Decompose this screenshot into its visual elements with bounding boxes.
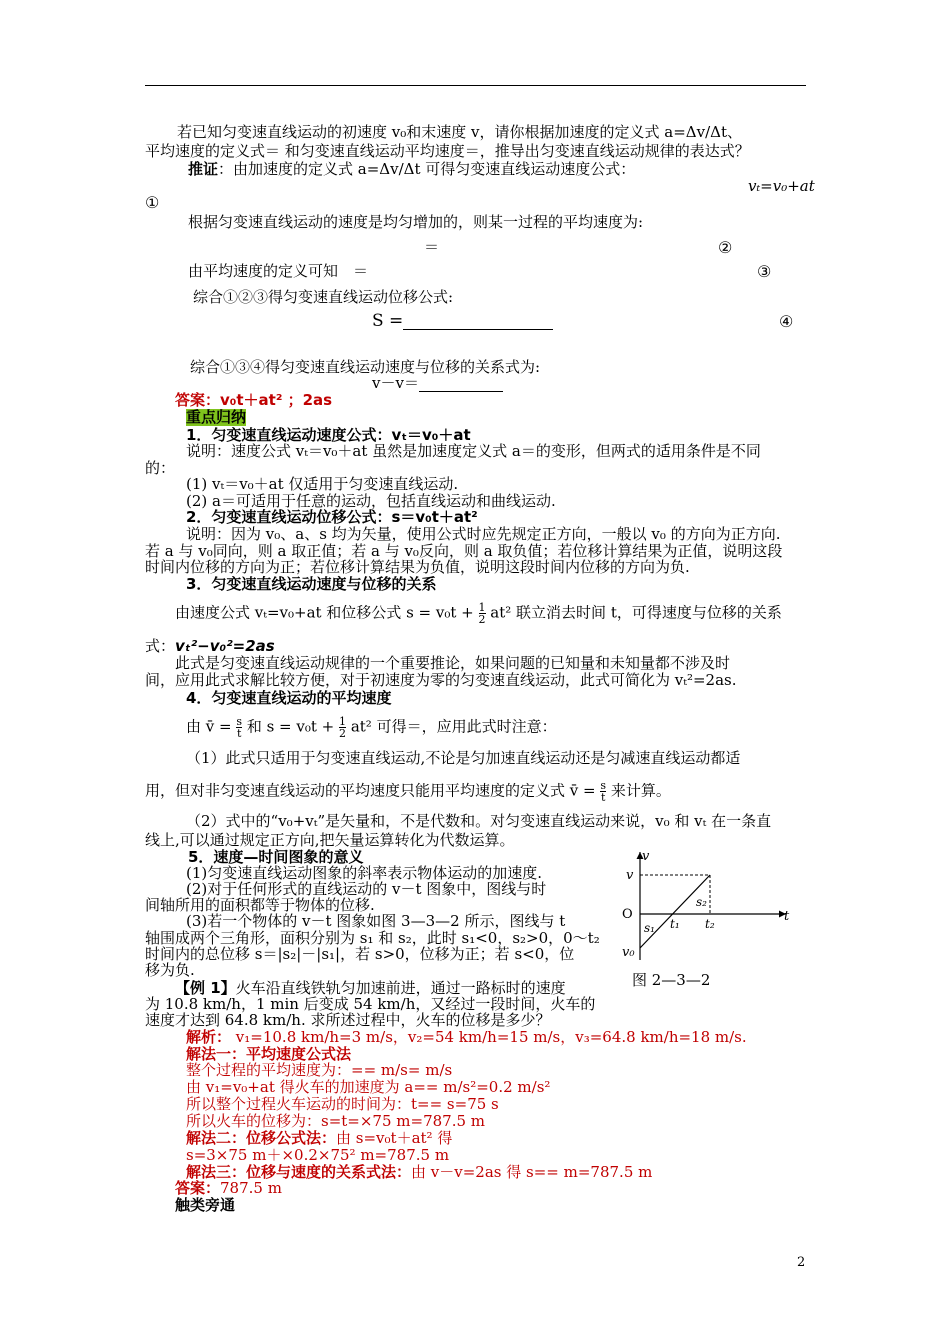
definition-text: 由平均速度的定义可知 ＝ <box>188 262 369 280</box>
t2-label: t₂ <box>705 917 715 931</box>
equal-sign: ＝ <box>424 238 440 256</box>
method-2-line <box>186 1130 452 1147</box>
point-4-text-c: at² 可得＝，应用此式时注意： <box>350 717 557 736</box>
circle-1: ① <box>145 193 160 212</box>
method-1-line-3: 所以整个过程火车运动的时间为：t== s=75 s <box>186 1095 499 1113</box>
frac-den: t <box>236 727 242 740</box>
blank-line-s <box>403 315 553 330</box>
proof-line <box>188 161 635 178</box>
axis-v-label: v <box>642 849 650 864</box>
s-over-t-fraction <box>236 716 242 739</box>
solution-line <box>186 1029 747 1046</box>
point-5-item-1: (1)匀变速直线运动图象的斜率表示物体运动的加速度. <box>186 864 543 882</box>
point-5-item-3a: (3)若一个物体的 v－t 图象如图 3—3—2 所示，图线与 t <box>186 912 566 930</box>
example-label: 【例 1】 <box>175 979 236 997</box>
method-1-line-1: 整个过程的平均速度为：== m/s= m/s <box>186 1061 453 1079</box>
v0-label: v₀ <box>622 945 635 960</box>
header-rule <box>145 85 806 86</box>
point-1-note-1: 说明：速度公式 vₜ＝v₀＋at 虽然是加速度定义式 a＝的变形，但两式的适用条件是不同 <box>186 442 761 460</box>
v-equals: v－v＝ <box>372 374 419 392</box>
point-3-desc-2: 间，应用此式求解比较方便，对于初速度为零的匀变速直线运动，此式可简化为 vₜ²=2as. <box>145 671 737 689</box>
point-2-note-1: 说明：因为 v₀、a、s 均为矢量，使用公式时应先规定正方向，一般以 v₀ 的方向为正方向. <box>186 525 781 543</box>
s1-label: s₁ <box>644 921 655 935</box>
answer-text: v₀t＋at² ；2as <box>220 391 333 409</box>
axis-t-label: t <box>784 909 790 924</box>
s-over-t-fraction-2 <box>600 780 606 803</box>
method-3-text: 由 v－v=2as 得 s== m=787.5 m <box>411 1163 653 1181</box>
half-den: 2 <box>478 613 486 626</box>
circle-3: ③ <box>757 262 772 281</box>
point-3-text-b: at² 联立消去时间 t，可得速度与位移的关系 <box>490 603 782 622</box>
point-4-text-a: 由 v̄ = <box>186 717 232 736</box>
average-velocity-text: 根据匀变速直线运动的速度是均匀增加的，则某一过程的平均速度为: <box>188 213 644 231</box>
point-4-note-1b: 用，但对非匀变速直线运动的平均速度只能用平均速度的定义式 v̄ = <box>145 781 596 800</box>
example-line-3: 速度才达到 64.8 km/h. 求所述过程中，火车的位移是多少？ <box>145 1011 551 1029</box>
method-1-title: 解法一：平均速度公式法 <box>186 1045 352 1063</box>
key-points-header: 重点归纳 <box>186 408 247 426</box>
s-equals: S = <box>372 311 404 331</box>
point-4-title: 4．匀变速直线运动的平均速度 <box>186 689 392 707</box>
intro-line-1: 若已知匀变速直线运动的初速度 v₀和末速度 v，请你根据加速度的定义式 a=Δv/Δt、 <box>177 123 743 141</box>
example-line-2: 为 10.8 km/h，1 min 后变成 54 km/h，又经过一段时间，火车的 <box>145 995 596 1013</box>
point-3-title: 3．匀变速直线运动速度与位移的关系 <box>186 575 437 593</box>
intro-line-2: 平均速度的定义式＝ 和匀变速直线运动平均速度＝，推导出匀变速直线运动规律的表达式？ <box>145 142 750 160</box>
method-1-line-2: 由 v₁=v₀+at 得火车的加速度为 a== m/s²=0.2 m/s² <box>186 1078 551 1096</box>
extension-heading: 触类旁通 <box>175 1196 236 1214</box>
half-num: 1 <box>478 601 486 614</box>
circle-2: ② <box>718 238 733 257</box>
origin-label: O <box>622 907 633 922</box>
velocity-line <box>640 875 710 948</box>
frac-den-2: t <box>600 791 606 804</box>
frac-num-2: s <box>600 779 607 792</box>
point-2-note-2: 若 a 与 v₀同向，则 a 取正值；若 a 与 v₀反向，则 a 取负值；若位移计算结果为正值，说明这段 <box>145 542 783 560</box>
solution-label: 解析： <box>186 1028 232 1046</box>
point-4-note-2b: 线上,可以通过规定正方向,把矢量运算转化为代数运算。 <box>145 831 515 849</box>
point-4-note-1a: （1）此式只适用于匀变速直线运动,不论是匀加速直线运动还是匀减速直线运动都适 <box>186 749 741 767</box>
velocity-formula: vₜ=v₀+at <box>748 177 815 195</box>
solution-text: v₁=10.8 km/h=3 m/s，v₂=54 km/h=15 m/s，v₃=64.8 km/h=18 m/s. <box>231 1028 747 1046</box>
half-num-2: 1 <box>339 715 347 728</box>
combine-text-1: 综合①②③得匀变速直线运动位移公式: <box>193 288 454 306</box>
method-2-line-1: s=3×75 m＋×0.2×75² m=787.5 m <box>186 1146 450 1164</box>
final-answer-value: 787.5 m <box>220 1179 282 1197</box>
example-text-1: 火车沿直线铁轨匀加速前进，通过一路标时的速度 <box>235 979 566 997</box>
half-den-2: 2 <box>339 727 347 740</box>
point-3-desc-1: 此式是匀变速直线运动规律的一个重要推论，如果问题的已知量和未知量都不涉及时 <box>175 654 731 672</box>
point-3-text-a: 由速度公式 vₜ=v₀+at 和位移公式 s = v₀t + <box>175 603 474 622</box>
half-fraction <box>479 602 486 625</box>
t1-label: t₁ <box>670 917 680 931</box>
frac-num: s <box>236 715 243 728</box>
velocity-time-graph <box>610 842 800 982</box>
point-5-item-3d: 移为负. <box>145 961 195 979</box>
point-4-note-2a: （2）式中的“v₀+vₜ”是矢量和，不是代数和。对匀变速直线运动来说，v₀ 和 vₜ 在一条直 <box>186 812 772 830</box>
answer-label: 答案： <box>175 391 221 409</box>
point-2-title: 2．匀变速直线运动位移公式：s＝v₀t＋at² <box>186 508 478 526</box>
point-3-result <box>145 638 275 655</box>
point-3-result-formula: vₜ²−v₀²=2as <box>175 637 275 655</box>
displacement-equation <box>372 313 553 330</box>
point-2-note-3: 时间内位移的方向为正；若位移计算结果为负值，说明这段时间内位移的方向为负. <box>145 558 690 576</box>
method-2-title: 解法二：位移公式法： <box>186 1129 337 1147</box>
blank-line-v <box>419 377 503 392</box>
proof-text: ：由加速度的定义式 a=Δv/Δt 可得匀变速直线运动速度公式： <box>218 160 636 178</box>
point-4-note-1c: 来计算。 <box>610 781 671 800</box>
method-3-title: 解法三：位移与速度的关系式法： <box>186 1163 412 1181</box>
point-5-item-3b: 轴围成两个三角形，面积分别为 s₁ 和 s₂，此时 s₁<0，s₂>0，0～t₂ <box>145 929 600 947</box>
circle-4: ④ <box>779 312 794 331</box>
point-4-formula-line <box>186 716 557 739</box>
v-label: v <box>626 868 634 883</box>
point-1-item-1: (1) vₜ＝v₀＋at 仅适用于匀变速直线运动. <box>186 475 459 493</box>
final-answer-line <box>175 1180 282 1197</box>
half-fraction-2 <box>339 716 346 739</box>
s2-label: s₂ <box>696 895 707 909</box>
point-4-note-1b-line <box>145 780 671 803</box>
method-1-line-4: 所以火车的位移为：s=t=×75 m=787.5 m <box>186 1112 486 1130</box>
point-4-text-b: 和 s = v₀t + <box>246 717 335 736</box>
point-3-formula-line <box>175 602 782 625</box>
point-5-item-2a: (2)对于任何形式的直线运动的 v－t 图象中，图线与时 <box>186 880 547 898</box>
final-answer-label: 答案： <box>175 1179 221 1197</box>
answer-line <box>175 392 332 409</box>
velocity-displacement-equation <box>372 375 503 392</box>
method-2-text: 由 s=v₀t＋at² 得 <box>336 1129 453 1147</box>
point-5-item-3c: 时间内的总位移 s＝|s₂|－|s₁|，若 s>0，位移为正；若 s<0，位 <box>145 945 575 963</box>
point-1-item-2: (2) a＝可适用于任意的运动，包括直线运动和曲线运动. <box>186 492 556 510</box>
proof-label: 推证 <box>188 160 219 178</box>
point-3-result-label: 式： <box>145 637 176 655</box>
point-5-item-2b: 间轴所用的面积都等于物体的位移. <box>145 896 375 914</box>
point-1-title: 1．匀变速直线运动速度公式：vₜ＝v₀＋at <box>186 426 471 444</box>
page-number: 2 <box>797 1255 806 1270</box>
point-1-note-2: 的： <box>145 459 176 477</box>
point-5-title: 5．速度—时间图象的意义 <box>188 848 364 866</box>
figure-caption: 图 2—3—2 <box>632 971 711 989</box>
combine-text-2: 综合①③④得匀变速直线运动速度与位移的关系式为: <box>190 358 541 376</box>
